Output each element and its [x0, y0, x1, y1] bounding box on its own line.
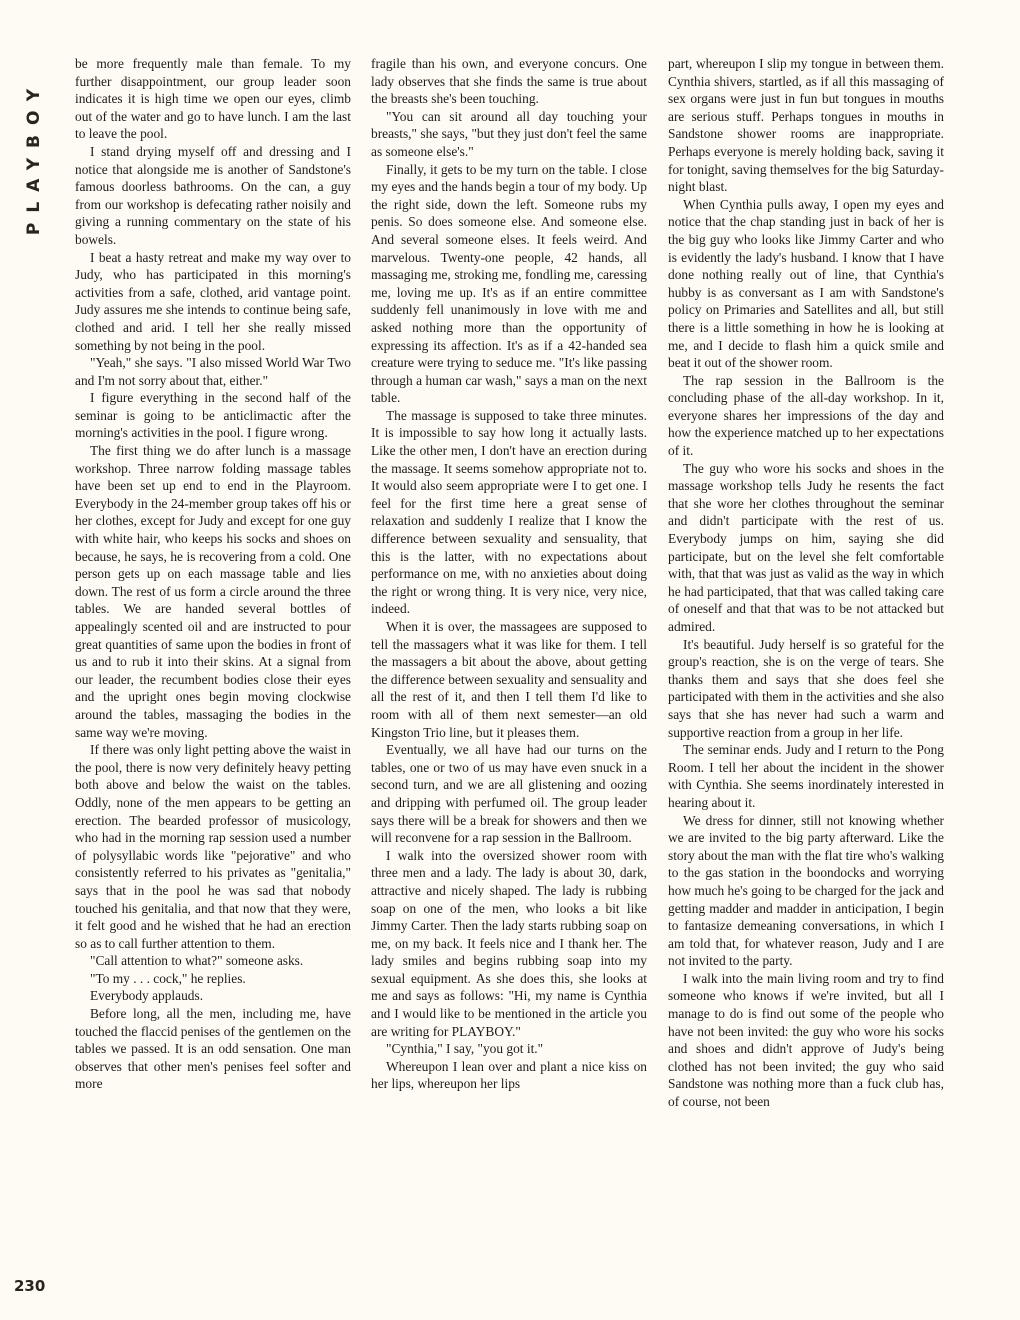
- paragraph: The seminar ends. Judy and I return to the Pong Room. I tell her about the incident in the shower with Cynthia. She seems inordinately interested in hearing about it.: [668, 742, 944, 810]
- text-column-3: [668, 55, 944, 1305]
- paragraph: Everybody applauds.: [90, 988, 204, 1004]
- paragraph: "To my . . . cock," he replies.: [90, 970, 246, 986]
- paragraph: I beat a hasty retreat and make my way over to Judy, who has participated in this morning's activities from a safe, clothed, arid vantage point. Judy assures me she intends to continue being safe, clothed and arid. I tell her she really missed something by not being in the pool.: [75, 249, 351, 353]
- text-column-2: [371, 55, 647, 1305]
- paragraph: The guy who wore his socks and shoes in the massage workshop tells Judy he resents the fact that she wore her clothes throughout the seminar and didn't participate with the rest of us. Everybody jumps on him, saying she did participate, but on the level she felt comfortable with, that that was just as valid as the way in which he had participated, that that was called taking care of oneself and that that was to be not attacked but admired.: [668, 460, 944, 634]
- paragraph: I figure everything in the second half of the seminar is going to be anticlimactic after the morning's activities in the pool. I figure wrong.: [75, 390, 351, 441]
- paragraph: The first thing we do after lunch is a massage workshop. Three narrow folding massage tables have been set up end to end in the Playroom. Everybody in the 24-member group takes off his or her clothes, except for Judy and except for one guy with white hair, who keeps his socks and shoes on because, he says, he is recovering from a cold. One person gets up on each massage table and lies down. The rest of us form a circle around the three tables. We are handed several bottles of appealingly scented oil and are instructed to pour great quantities of same upon the bodies in front of us and to rub it into their skins. At a signal from our leader, the recumbent bodies close their eyes and the upright ones begin moving clockwise around the tables, massaging the bodies in the same way we're moving.: [75, 443, 351, 740]
- paragraph: We dress for dinner, still not knowing whether we are invited to the big party afterward. Like the story about the man with the flat tire who's walking to the gas station in the boondocks and worrying how much he's going to be charged for the jack and getting madder and madder in anticipation, I begin to fantasize demeaning conversations, in which I am told that, for whatever reason, Judy and I are not invited to the party.: [668, 812, 944, 969]
- paragraph: Finally, it gets to be my turn on the table. I close my eyes and the hands begin a tour of my body. Up the right side, down the left. Someone rubs my penis. So does someone else. And someone else. And several someone elses. It feels weird. And marvelous. Twenty-one people, 42 hands, all massaging me, stroking me, fondling me, caressing me, loving me up. It's as if an entire committee suddenly fell unanimously in love with me and asked nothing more than the opportunity of expressing its affection. It's as if a 42-handed sea creature were trying to seduce me. "It's like passing through a human car wash," says a man on the next table.: [371, 161, 647, 406]
- paragraph: Eventually, we all have had our turns on the tables, one or two of us may have even snuck in a second turn, and we are all glistening and oozing and dripping with perfumed oil. The group leader says there will be a break for showers and then we will reconvene for a rap session in the Ballroom.: [371, 742, 647, 846]
- paragraph: part, whereupon I slip my tongue in between them. Cynthia shivers, startled, as if all this massaging of sex organs were just in fun but tongues in mouths are serious stuff. Perhaps tongues in mouths in Sandstone shower rooms are inappropriate. Perhaps everyone is merely holding back, saving it for tonight, saving themselves for the big Saturday-night blast.: [668, 56, 944, 195]
- paragraph: If there was only light petting above the waist in the pool, there is now very definitely heavy petting both above and below the waist on the tables. Oddly, none of the men appears to be getting an erection. The bearded professor of musicology, who had in the morning rap session used a number of polysyllabic words like "pejorative" and who consistently referred to his privates as "genitalia," says that in the pool he was sad that nobody touched his genitalia, and that now that they were, it felt good and he wished that he had an erection so as to call further attention to them.: [75, 742, 351, 951]
- paragraph: "You can sit around all day touching your breasts," she says, "but they just don't feel the same as someone else's.": [371, 108, 647, 159]
- paragraph: When it is over, the massagees are supposed to tell the massagers what it was like for them. I tell the massagers a bit about the above, about getting the difference between sexuality and sensuality and all the rest of it, and then I tell them I'd like to room with all of them next semester—an old Kingston Trio line, but it pleases them.: [371, 619, 647, 740]
- paragraph: I stand drying myself off and dressing and I notice that alongside me is another of Sandstone's famous doorless bathrooms. On the can, a guy from our workshop is defecating rather noisily and giving a running commentary on the state of his bowels.: [75, 143, 351, 247]
- paragraph: "Cynthia," I say, "you got it.": [386, 1041, 544, 1057]
- paragraph: It's beautiful. Judy herself is so grateful for the group's reaction, she is on the verge of tears. She thanks them and says that she does feel she participated with them in the activities and she also says that she has never had such a warm and supportive reaction from a group in her life.: [668, 636, 944, 740]
- paragraph: "Call attention to what?" someone asks.: [90, 953, 304, 969]
- paragraph: I walk into the oversized shower room with three men and a lady. The lady is about 30, dark, attractive and nicely shaped. The lady is rubbing soap on one of the men, who looks a bit like Jimmy Carter. Then the lady starts rubbing soap on me, on my back. It feels nice and I thank her. The lady smiles and begins rubbing soap into my sexual equipment. As she does this, she looks at me and says as follows: "Hi, my name is Cynthia and I would like to be mentioned in the article you are writing for PLAYBOY.": [371, 847, 647, 1039]
- paragraph: be more frequently male than female. To my further disappointment, our group leader soon indicates it is high time we open our eyes, climb out of the water and go to have lunch. I am the last to leave the pool.: [75, 56, 351, 142]
- page-number: 230: [14, 1277, 46, 1295]
- masthead-text: PLAYBOY: [24, 78, 44, 236]
- paragraph: I walk into the main living room and try to find someone who knows if we're invited, but all I manage to do is find out some of the people who have not been invited: the guy who wore his socks and shoes and didn't approve of Judy's being clothed has not been invited; the guy who said Sandstone was nothing more than a fuck club has, of course, not been: [668, 970, 944, 1110]
- paragraph: The massage is supposed to take three minutes. It is impossible to say how long it actually lasts. Like the other men, I don't have an erection during the massage. It seems somehow appropriate not to. It would also seem appropriate were I to get one. I feel for the first time here a great sense of relaxation and suddenly I realize that I know the difference between sexuality and sensuality, that this is the latter, with no expectations about performance on me, with no anxieties about doing the right or wrong thing. It is very nice, very nice, indeed.: [371, 407, 647, 617]
- paragraph: "Yeah," she says. "I also missed World War Two and I'm not sorry about that, either.": [75, 355, 351, 388]
- paragraph: When Cynthia pulls away, I open my eyes and notice that the chap standing just in back of her is the big guy who looks like Jimmy Carter and who is evidently the lady's husband. I know that I have done nothing really out of line, that Cynthia's hubby is as conversant as I am with Sandstone's policy on Primaries and Satellites and all, but still there is a little something in how he is looking at me, and I decide to flash him a quick smile and beat it out of the shower room.: [668, 196, 944, 371]
- text-column-1: [75, 55, 351, 1305]
- paragraph: Before long, all the men, including me, have touched the flaccid penises of the gentlemen on the tables we passed. It is an odd sensation. One man observes that other men's penises feel softer and more: [75, 1006, 351, 1092]
- paragraph: fragile than his own, and everyone concurs. One lady observes that she finds the same is true about the breasts she's been touching.: [371, 56, 647, 107]
- magazine-masthead: [16, 52, 52, 262]
- paragraph: Whereupon I lean over and plant a nice kiss on her lips, whereupon her lips: [371, 1058, 647, 1092]
- paragraph: The rap session in the Ballroom is the concluding phase of the all-day workshop. In it, everyone shares her impressions of the day and how the experience matched up to her expectations of it.: [668, 372, 944, 459]
